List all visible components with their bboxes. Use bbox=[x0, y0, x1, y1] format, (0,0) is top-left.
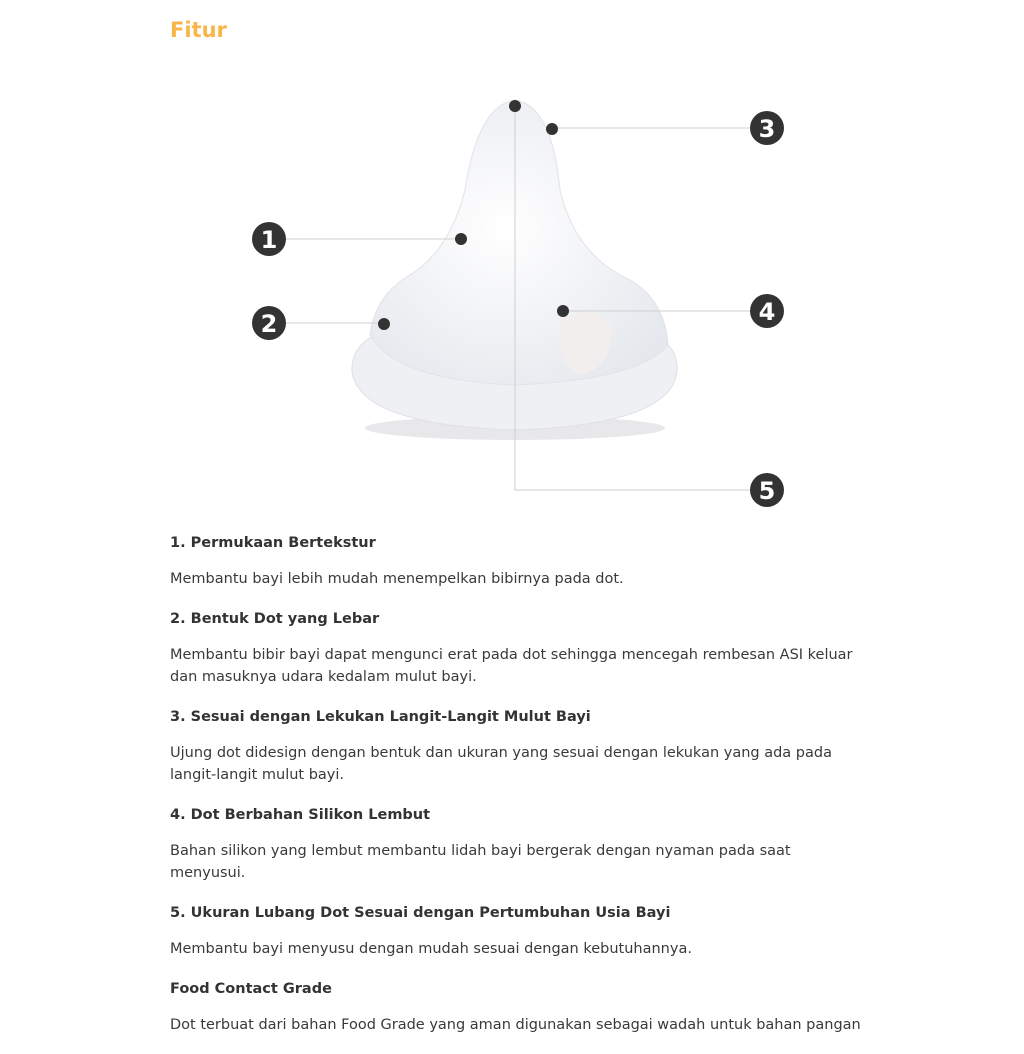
feature-title: 4. Dot Berbahan Silikon Lembut bbox=[170, 807, 431, 823]
feature-title: 3. Sesuai dengan Lekukan Langit-Langit Mulut Bayi bbox=[170, 709, 591, 725]
section-title: Fitur bbox=[170, 18, 227, 42]
marker-dot-2 bbox=[378, 318, 390, 330]
feature-description: Bahan silikon yang lembut membantu lidah bayi bergerak dengan nyaman pada saat menyusui. bbox=[170, 843, 791, 881]
feature-description: Dot terbuat dari bahan Food Grade yang aman digunakan sebagai wadah untuk bahan pangan bbox=[170, 1017, 861, 1033]
marker-dot-1 bbox=[455, 233, 467, 245]
feature-description: Membantu bayi menyusu dengan mudah sesuai dengan kebutuhannya. bbox=[170, 941, 692, 957]
callout-number-3: 3 bbox=[758, 115, 776, 143]
callout-number-2: 2 bbox=[260, 310, 278, 338]
marker-dot-3 bbox=[546, 123, 558, 135]
callout-number-1: 1 bbox=[260, 226, 278, 254]
feature-title: 1. Permukaan Bertekstur bbox=[170, 535, 376, 551]
feature-list bbox=[170, 532, 870, 1054]
feature-description: Membantu bayi lebih mudah menempelkan bibirnya pada dot. bbox=[170, 571, 624, 587]
feature-description: Ujung dot didesign dengan bentuk dan ukuran yang sesuai dengan lekukan yang ada pada langit-langit mulut bayi. bbox=[170, 745, 832, 783]
feature-title: 5. Ukuran Lubang Dot Sesuai dengan Pertumbuhan Usia Bayi bbox=[170, 905, 671, 921]
callout-number-4: 4 bbox=[758, 298, 776, 326]
feature-title: Food Contact Grade bbox=[170, 981, 332, 997]
feature-title: 2. Bentuk Dot yang Lebar bbox=[170, 611, 380, 627]
nipple-body bbox=[370, 100, 668, 385]
nipple-diagram bbox=[230, 80, 810, 520]
callout-number-5: 5 bbox=[758, 477, 776, 505]
marker-dot-5 bbox=[509, 100, 521, 112]
marker-dot-4 bbox=[557, 305, 569, 317]
feature-description: Membantu bibir bayi dapat mengunci erat pada dot sehingga mencegah rembesan ASI keluar dan masuknya udara kedalam mulut bayi. bbox=[170, 647, 853, 685]
